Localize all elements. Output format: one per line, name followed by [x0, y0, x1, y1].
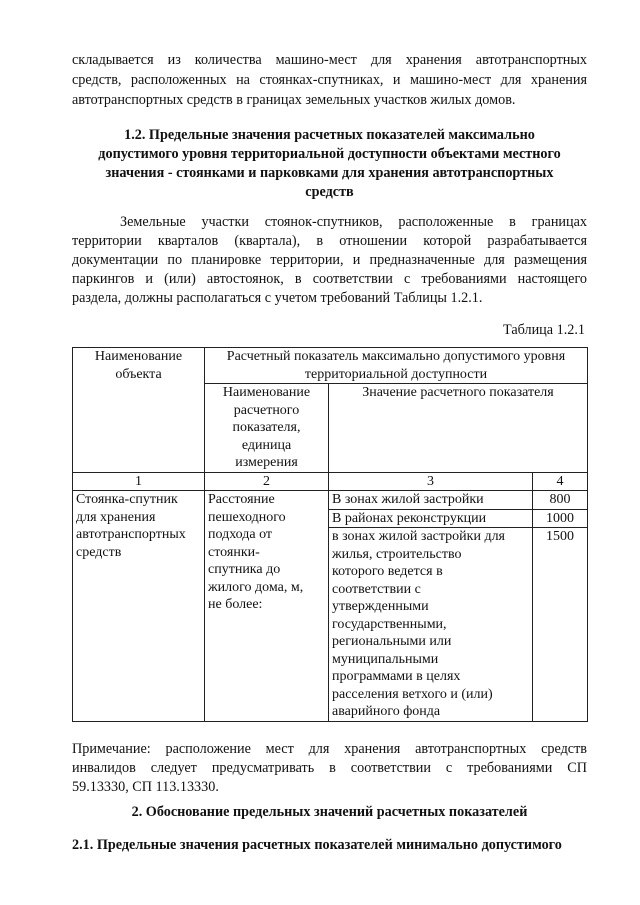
body-line: документации по планировке территории, и предназначенные для размещения: [72, 252, 587, 268]
header-indicator: Расчетный показатель максимально допустимого уровня территориальной доступности: [205, 348, 588, 384]
header-indicator-value: Значение расчетного показателя: [329, 384, 588, 473]
intro-line: средств, расположенных на стоянках-спутниках, и машино-мест для хранения: [72, 72, 587, 88]
intro-line: складывается из количества машино-мест для хранения автотранспортных: [72, 52, 587, 68]
col-number: 3: [329, 472, 533, 491]
indicator-name-cell: Расстояние пешеходного подхода от стоянки- спутника до жилого дома, м, не более:: [205, 491, 329, 722]
zone-cell: в зонах жилой застройки для жилья, строительство которого ведется в соответствии с утвержденными государственными, региональными или муниципальными программами в целях расселения ветхого и (или) аварийного фонда: [329, 528, 533, 722]
col-number: 2: [205, 472, 329, 491]
value-cell: 1500: [533, 528, 588, 722]
header-indicator-name: Наименование расчетного показателя, единица измерения: [205, 384, 329, 473]
value-cell: 800: [533, 491, 588, 510]
body-line: территории кварталов (квартала), в отношении которой разрабатывается: [72, 233, 587, 249]
col-number: 4: [533, 472, 588, 491]
object-cell: Стоянка-спутник для хранения автотранспортных средств: [73, 491, 205, 722]
zone-cell: В районах реконструкции: [329, 509, 533, 528]
body-line: паркингов и (или) автостоянок, в соответствии с требованиями настоящего: [72, 271, 587, 287]
table-caption: Таблица 1.2.1: [503, 322, 585, 338]
heading-2-1: 2.1. Предельные значения расчетных показателей минимально допустимого: [72, 837, 562, 853]
heading-2: 2. Обоснование предельных значений расчетных показателей: [131, 804, 528, 820]
section-heading-line: допустимого уровня территориальной доступности объектами местного: [98, 146, 561, 162]
section-heading-line: 1.2. Предельные значения расчетных показателей максимально: [124, 127, 535, 143]
intro-line: автотранспортных средств в границах земельных участков жилых домов.: [72, 92, 516, 108]
body-line: Земельные участки стоянок-спутников, расположенные в границах: [120, 214, 587, 230]
section-heading-line: значения - стоянками и парковками для хранения автотранспортных: [105, 165, 554, 181]
note-line: инвалидов следует предусматривать в соответствии с требованиями СП: [72, 760, 587, 776]
header-object: Наименование объекта: [73, 348, 205, 473]
body-line: раздела, должны располагаться с учетом требований Таблицы 1.2.1.: [72, 290, 483, 306]
note-line: 59.13330, СП 113.13330.: [72, 779, 219, 795]
section-heading-line: средств: [305, 184, 354, 200]
value-cell: 1000: [533, 509, 588, 528]
note-line: Примечание: расположение мест для хранения автотранспортных средств: [72, 741, 587, 757]
zone-cell: В зонах жилой застройки: [329, 491, 533, 510]
col-number: 1: [73, 472, 205, 491]
indicator-table: [72, 347, 588, 722]
